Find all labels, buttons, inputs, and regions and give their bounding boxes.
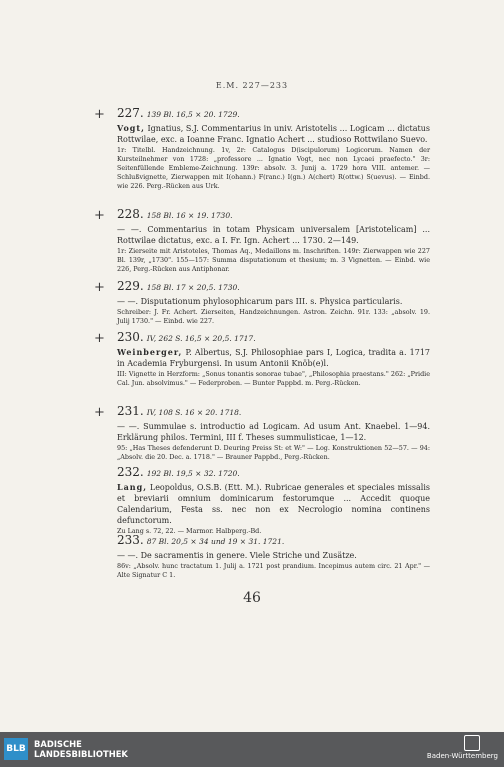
catalog-entry-231 (117, 404, 430, 462)
entry-body: — —. Summulae s. introductio ad Logicam. Ad usum Ant. Knaebel. 1—94. Erklärung philos. Termini, III f. Theses summulisticae, 1—12. (117, 422, 430, 442)
state-name: Baden-Württemberg (426, 752, 498, 760)
entry-note: Schreiber: J. Fr. Achert. Zierseiten, Handzeichnungen. Astron. Zeichn. 91r. 133: „absolv. 19. Julij 1730." — Einbd. wie 227. (117, 308, 430, 325)
library-name-line1: BADISCHE (34, 739, 82, 749)
catalog-entry-229 (117, 279, 430, 326)
entry-number: 229. (117, 279, 144, 293)
entry-body: Ignatius, S.J. Commentarius in univ. Aristotelis ... Logicam ... dictatus Rottwilae, exc. a Ioanne Franc. Ignatio Achert ... studioso Rottwilano Suevo. (117, 124, 431, 144)
catalog-entry-228 (117, 207, 430, 274)
library-footer (0, 732, 504, 767)
blb-logo[interactable]: BLB (4, 738, 28, 760)
entry-note: 95: „Has Theses defenderunt D. Deuring Preiss St: et W:" — Log. Konstruktionen 52—57. — 94: „Absolv. die 20. Dec. a. 1718." — Brauner Pappbd., Perg.-Rücken. (117, 444, 430, 461)
plus-mark: + (94, 208, 105, 223)
entry-note: 1r: Titelbl. Handzeichnung. 1v, 2r: Catalogus D(iscipulorum) Logicorum. Namen der Kursteilnehmer von 1728: „professore ... Ignatio Vogt, nec non Lycaei praefecto." 3r: Seitenfüllende Embleme-Zeichnung. 139r: absolv. 3. Junij a. 1729 hora VIII. antemer. — Schlußvignette, Zierwappen mit I(ohann.) F(ranc.) I(gn.) A(chert) R(ottw.) S(uevus). — Einbd. wie 226. Perg.-Rücken aus Urk. (117, 146, 430, 190)
entry-note: 86v: „Absolv. hunc tractatum 1. Julij a. 1721 post prandium. Incepimus autem circ. 21 Apr." — Alte Signatur C 1. (117, 562, 430, 579)
entry-meta: 139 Bl. 16,5 × 20. 1729. (146, 110, 240, 119)
entry-body: P. Albertus, S.J. Philosophiae pars I, Logica, tradita a. 1717 in Academia Fryburgensi. In usum Antonii Knöb(e)l. (117, 348, 430, 368)
entry-meta: 192 Bl. 19,5 × 32. 1720. (146, 469, 240, 478)
entry-body: — —. Disputationum phylosophicarum pars III. s. Physica particularis. (117, 297, 403, 306)
entry-number: 228. (117, 207, 144, 221)
entry-note: III: Vignette in Herzform: „Sonus tonantis sonorae tubae", „Philosophia praestans." 262: „Pridie Cal. Jun. absolvimus." — Federproben. — Bunter Pappbd. m. Perg.-Rücken. (117, 370, 430, 387)
catalog-entry-233 (117, 533, 430, 580)
catalog-entry-232 (117, 465, 430, 536)
entry-number: 231. (117, 404, 144, 418)
entry-number: 227. (117, 106, 144, 120)
entry-meta: 158 Bl. 17 × 20,5. 1730. (146, 283, 240, 292)
entry-author: Lang, (117, 482, 148, 492)
entry-author: Weinberger, (117, 347, 183, 357)
entry-number: 232. (117, 465, 144, 479)
entry-number: 233. (117, 533, 144, 547)
plus-mark: + (94, 107, 105, 122)
catalog-entry-230 (117, 330, 430, 388)
library-name (34, 739, 128, 759)
entry-meta: 158 Bl. 16 × 19. 1730. (146, 211, 233, 220)
page-header: E.M. 227—233 (215, 81, 289, 90)
entry-number: 230. (117, 330, 144, 344)
state-crest-icon (464, 735, 480, 751)
entry-note: 1r: Zierseite mit Aristoteles, Thomas Aq., Medaillons m. Inschriften. 149r: Zierwappen wie 227 Bl. 139r, „1730". 155—157: Summa disputationum et thesium; m. 3 Vignetten. — Einbd. wie 226, Perg.-Rücken aus Antiphonar. (117, 247, 430, 273)
plus-mark: + (94, 405, 105, 420)
entry-author: Vogt, (117, 123, 145, 133)
entry-body: — —. De sacramentis in genere. Viele Striche und Zusätze. (117, 551, 357, 560)
page-number: 46 (243, 590, 261, 606)
entry-note: Zu Lang s. 72, 22. — Marmor. Halbperg.-Bd. (117, 527, 262, 535)
entry-meta: IV, 262 S. 16,5 × 20,5. 1717. (146, 334, 256, 343)
entry-body: — —. Commentarius in totam Physicam universalem [Aristotelicam] ... Rottwilae dictatus, exc. a I. Fr. Ign. Achert ... 1730. 2—149. (117, 225, 430, 245)
entry-meta: IV, 108 S. 16 × 20. 1718. (146, 408, 242, 417)
entry-meta: 87 Bl. 20,5 × 34 und 19 × 31. 1721. (146, 537, 285, 546)
entry-body: Leopoldus, O.S.B. (Ett. M.). Rubricae generales et speciales missalis et breviarii omnium dominicarum festorumque ... Accedit quoque Calendarium, Festa ss. nec non ex Necrologio nomina continens defunctorum. (117, 483, 430, 525)
catalog-entry-227 (117, 106, 430, 191)
plus-mark: + (94, 280, 105, 295)
library-name-line2: LANDESBIBLIOTHEK (34, 749, 128, 759)
plus-mark: + (94, 331, 105, 346)
